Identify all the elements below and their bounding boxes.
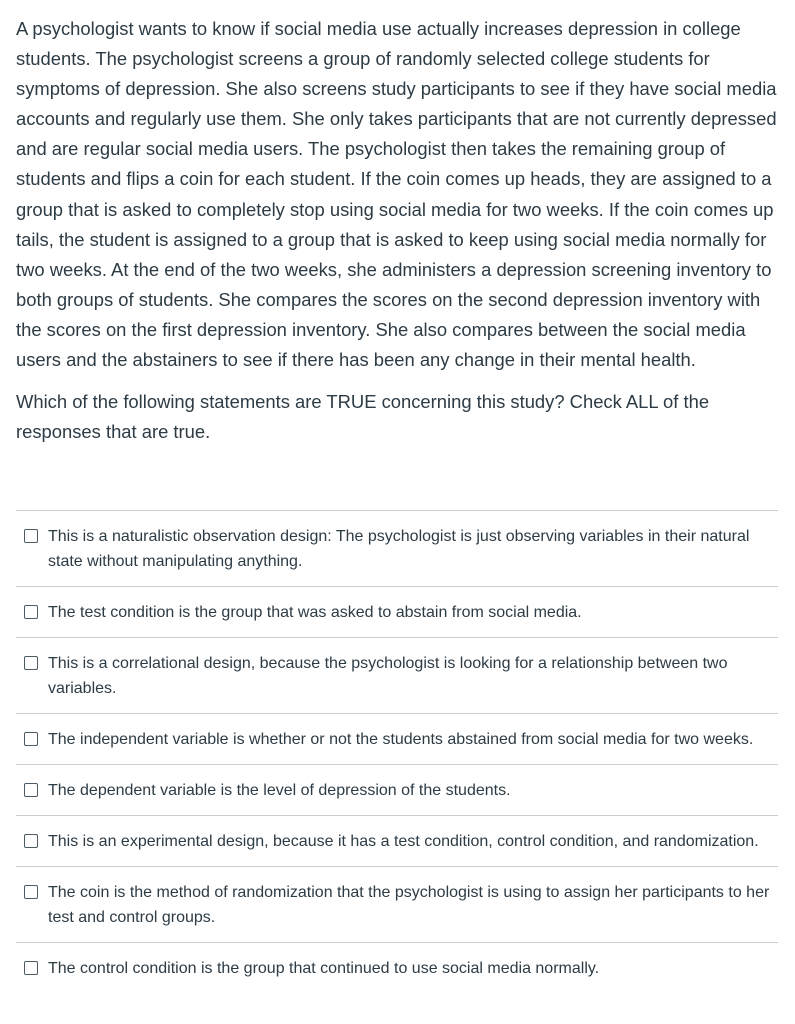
answer-label: The coin is the method of randomization that the psychologist is using to assign her participants to her test and control groups. <box>48 884 770 926</box>
checkbox[interactable] <box>24 605 38 619</box>
checkbox[interactable] <box>24 783 38 797</box>
answer-option-5[interactable] <box>16 765 778 816</box>
answer-label: The dependent variable is the level of depression of the students. <box>48 782 511 799</box>
answer-option-1[interactable] <box>16 511 778 587</box>
answer-label: This is a correlational design, because the psychologist is looking for a relationship between two variables. <box>48 655 728 697</box>
checkbox[interactable] <box>24 732 38 746</box>
answer-label: This is an experimental design, because it has a test condition, control condition, and randomization. <box>48 833 759 850</box>
answer-option-7[interactable] <box>16 867 778 943</box>
answer-label: The test condition is the group that was asked to abstain from social media. <box>48 604 582 621</box>
answer-option-6[interactable] <box>16 816 778 867</box>
answer-list <box>16 510 778 993</box>
answer-option-3[interactable] <box>16 638 778 714</box>
checkbox[interactable] <box>24 961 38 975</box>
checkbox[interactable] <box>24 656 38 670</box>
answer-label: The independent variable is whether or not the students abstained from social media for two weeks. <box>48 731 754 748</box>
checkbox[interactable] <box>24 885 38 899</box>
answer-option-4[interactable] <box>16 714 778 765</box>
answer-label: This is a naturalistic observation design: The psychologist is just observing variables in their natural state without manipulating anything. <box>48 528 750 570</box>
answer-label: The control condition is the group that continued to use social media normally. <box>48 960 600 977</box>
checkbox[interactable] <box>24 529 38 543</box>
checkbox[interactable] <box>24 834 38 848</box>
answer-option-8[interactable] <box>16 943 778 993</box>
question-prompt: Which of the following statements are TRUE concerning this study? Check ALL of the responses that are true. <box>16 391 710 443</box>
answer-option-2[interactable] <box>16 587 778 638</box>
question-scenario: A psychologist wants to know if social media use actually increases depression in college students. The psychologist screens a group of randomly selected college students for symptoms of depression. She also screens study participants to see if they have social media accounts and regularly use them. She only takes participants that are not currently depressed and are regular social media users. The psychologist then takes the remaining group of students and flips a coin for each student. If the coin comes up heads, they are assigned to a group that is asked to completely stop using social media for two weeks. If the coin comes up tails, the student is assigned to a group that is asked to keep using social media normally for two weeks. At the end of the two weeks, she administers a depression screening inventory to both groups of students. She compares the scores on the second depression inventory with the scores on the first depression inventory. She also compares between the social media users and the abstainers to see if there has been any change in their mental health. <box>16 18 777 371</box>
question-text <box>16 14 781 447</box>
